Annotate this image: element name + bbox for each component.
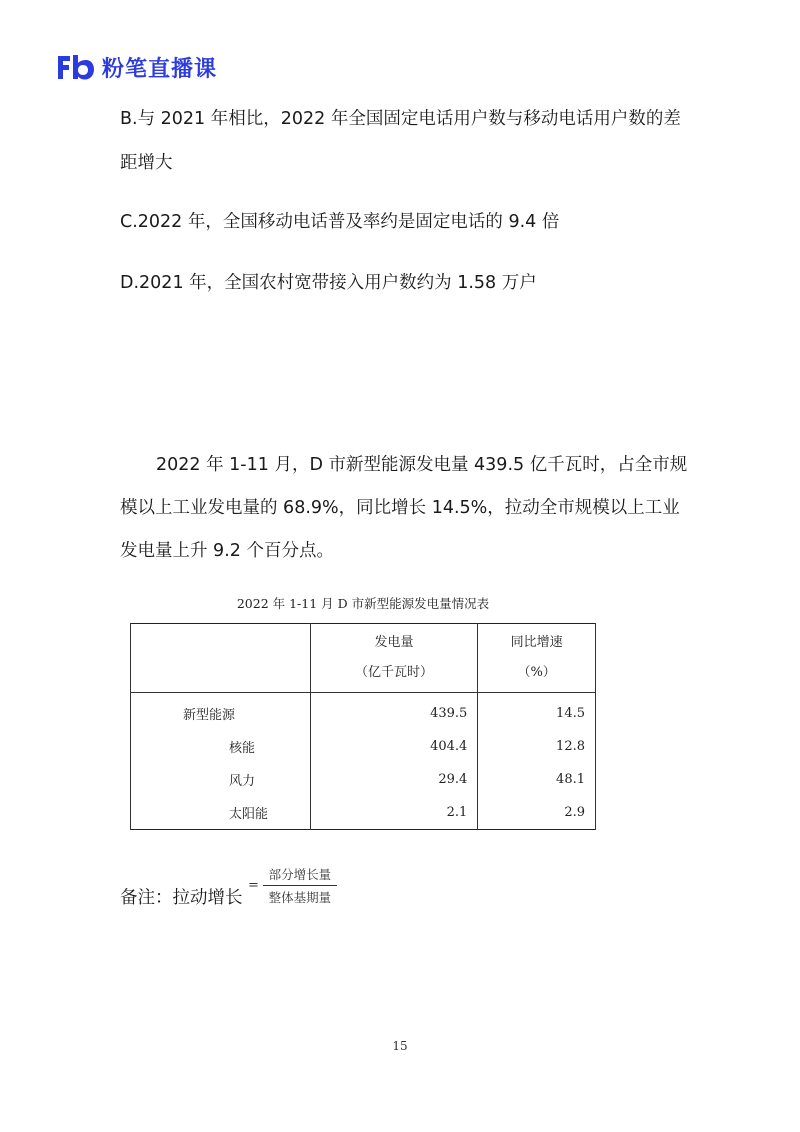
table-caption: 2022 年 1-11 月 D 市新型能源发电量情况表: [236, 596, 490, 611]
row-growth: 12.8: [478, 730, 596, 763]
row-name: 太阳能: [131, 796, 311, 830]
row-generation: 2.1: [310, 796, 478, 830]
passage: [120, 444, 690, 573]
row-growth: 48.1: [478, 763, 596, 796]
note-formula: [248, 865, 337, 906]
table-row: [131, 730, 596, 763]
header-blank: [131, 624, 311, 693]
passage-text: 2022 年 1-11 月，D 市新型能源发电量 439.5 亿千瓦时，占全市规模以上工业发电量的 68.9%，同比增长 14.5%，拉动全市规模以上工业发电量上升 9.2 个百分点。: [120, 455, 688, 561]
table-header-row: [131, 624, 596, 693]
row-generation: 404.4: [310, 730, 478, 763]
option-d: D.2021 年，全国农村宽带接入用户数约为 1.58 万户: [120, 273, 537, 293]
brand-name: 粉笔直播课: [102, 56, 218, 82]
table-row: [131, 796, 596, 830]
fenbi-logo-icon: [56, 52, 96, 82]
header-generation: [310, 624, 478, 693]
row-name: 新型能源: [131, 693, 311, 731]
option-b: B.与 2021 年相比，2022 年全国固定电话用户数与移动电话用户数的差距增大: [120, 109, 681, 173]
header-generation-line2: （亿千瓦时）: [355, 665, 434, 680]
option-c: C.2022 年，全国移动电话普及率约是固定电话的 9.4 倍: [120, 212, 560, 232]
header-growth-line2: （%）: [517, 665, 556, 680]
row-name: 核能: [131, 730, 311, 763]
header-generation-line1: 发电量: [374, 635, 414, 650]
formula-fraction: [263, 865, 337, 906]
table-row: [131, 693, 596, 731]
row-growth: 14.5: [478, 693, 596, 731]
note-label: 备注：拉动增长: [120, 888, 243, 908]
row-growth: 2.9: [478, 796, 596, 830]
page-number: 15: [392, 1039, 408, 1053]
formula-equals: =: [248, 878, 259, 893]
table-row: [131, 763, 596, 796]
formula-denominator: 整体基期量: [268, 890, 332, 905]
header-growth-line1: 同比增速: [510, 635, 563, 650]
row-generation: 29.4: [310, 763, 478, 796]
row-generation: 439.5: [310, 693, 478, 731]
row-name: 风力: [131, 763, 311, 796]
header-growth: [478, 624, 596, 693]
formula-numerator: 部分增长量: [268, 867, 332, 882]
fraction-bar: [263, 885, 337, 886]
brand-logo: [56, 50, 217, 84]
energy-table: [130, 623, 596, 830]
